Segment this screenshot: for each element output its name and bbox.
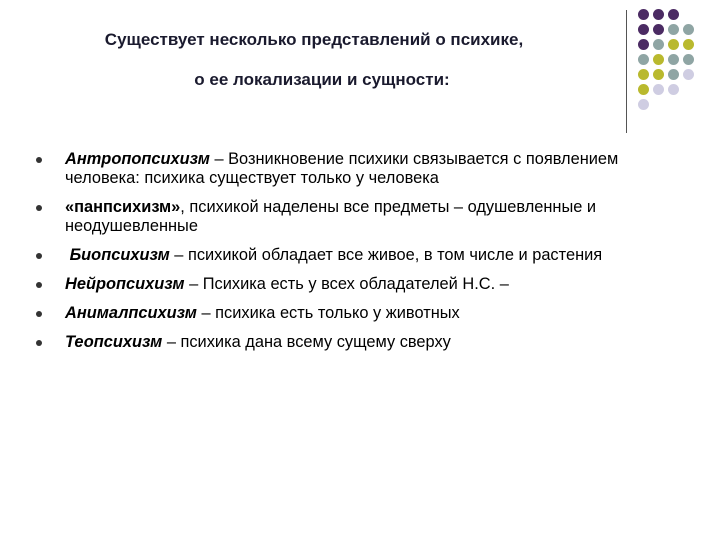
decorative-dot	[653, 9, 664, 20]
term-neuropsychism: Нейропсихизм	[65, 275, 185, 293]
slide-title-line-2: о ее локализации и сущности:	[194, 70, 450, 89]
description-panpsychism: , психикой наделены все предметы – одушевленные и неодушевленные	[65, 198, 597, 235]
decorative-dot	[653, 54, 664, 65]
decorative-dot	[668, 84, 679, 95]
bullet-icon	[36, 282, 42, 288]
decorative-dot	[653, 24, 664, 35]
bullet-icon	[36, 157, 42, 163]
decorative-dot	[683, 69, 694, 80]
decorative-dot	[653, 84, 664, 95]
concept-list	[36, 150, 676, 362]
list-item-animalpsychism	[36, 304, 676, 323]
list-item-biopsychism	[36, 246, 676, 265]
list-item-panpsychism	[36, 198, 676, 236]
bullet-icon	[36, 340, 42, 346]
term-theopsychism: Теопсихизм	[65, 333, 163, 351]
description-anthropopsychism: – Возникновение психики связывается с появлением человека: психика существует только у человека	[65, 150, 619, 187]
decorative-dot	[638, 24, 649, 35]
term-biopsychism: Биопсихизм	[69, 246, 170, 264]
decorative-dot	[638, 99, 649, 110]
decorative-dot	[668, 9, 679, 20]
decorative-dot	[683, 54, 694, 65]
description-biopsychism: – психикой обладает все живое, в том числе и растения	[169, 246, 603, 264]
decorative-dot	[638, 54, 649, 65]
description-theopsychism: – психика дана всему сущему сверху	[162, 333, 451, 351]
list-item-neuropsychism	[36, 275, 676, 294]
decorative-dot	[668, 54, 679, 65]
decorative-dot	[653, 39, 664, 50]
term-panpsychism: «панпсихизм»	[65, 198, 181, 216]
list-item-theopsychism	[36, 333, 676, 352]
list-item-anthropopsychism	[36, 150, 676, 188]
decorative-dot	[683, 24, 694, 35]
decorative-dot	[668, 69, 679, 80]
bullet-icon	[36, 205, 42, 211]
term-animalpsychism: Анималпсихизм	[65, 304, 197, 322]
term-anthropopsychism: Антропопсихизм	[65, 150, 210, 168]
decorative-dot	[638, 39, 649, 50]
decorative-dot	[638, 69, 649, 80]
slide-title-line-1: Существует несколько представлений о психике,	[104, 30, 524, 49]
decorative-dot	[653, 69, 664, 80]
decorative-dot	[668, 24, 679, 35]
decorative-divider	[626, 10, 627, 133]
decorative-dot	[683, 39, 694, 50]
bullet-icon	[36, 253, 42, 259]
description-neuropsychism: – Психика есть у всех обладателей Н.С. –	[184, 275, 509, 293]
description-animalpsychism: – психика есть только у животных	[196, 304, 460, 322]
decorative-dot	[668, 39, 679, 50]
decorative-dot	[638, 9, 649, 20]
bullet-icon	[36, 311, 42, 317]
decorative-dot	[638, 84, 649, 95]
